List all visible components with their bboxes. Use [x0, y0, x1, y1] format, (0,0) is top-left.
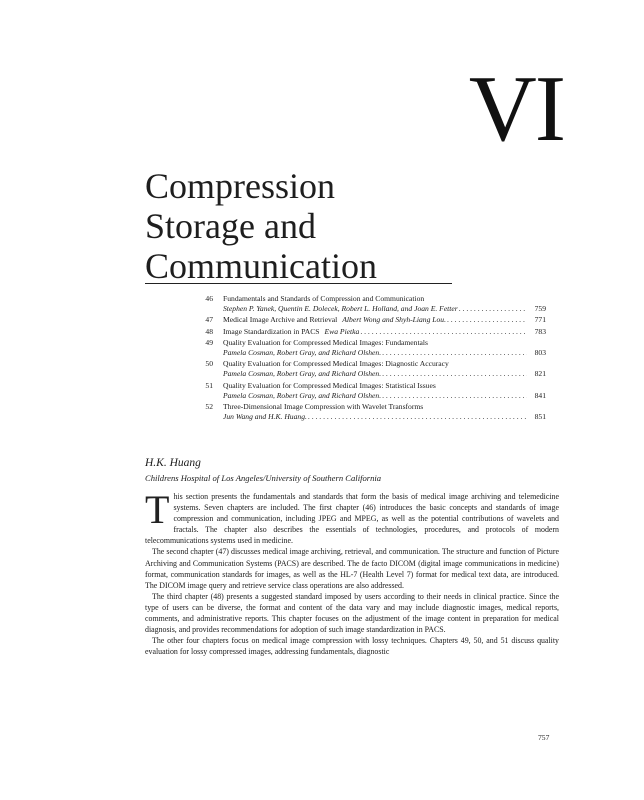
toc-entry[interactable] [199, 294, 546, 314]
part-title-line: Communication [145, 246, 377, 286]
paragraph: The third chapter (48) presents a suggested standard imposed by users according to their needs in clinical practice. Since the type of users can be diverse, the format and content of the data vary and may include diagnostic images, medical reports, comments, and administrative reports. This chapter focuses on the adjustment of the image content in preparation for medical diagnosis, and provides recommendations for adoption of such image standardization in PACS. [145, 591, 559, 635]
toc-chapter-authors: Pamela Cosman, Robert Gray, and Richard Olshen. [223, 348, 382, 358]
toc-entry[interactable] [199, 327, 546, 337]
toc-chapter-authors: Ewa Pietka [324, 326, 360, 336]
toc-page-number: 783 [534, 326, 546, 336]
toc-chapter-number: 46 [205, 294, 213, 303]
paragraph: The second chapter (47) discusses medical image archiving, retrieval, and communication. The structure and function of Picture Archiving and Communication Systems (PACS) are described. The de facto DICOM (digital image communications in medicine) format, communication standards for images, as well as the HL-7 (Health Level 7) format for medical text data, are introduced. The DICOM image query and retrieve service class operations are also addressed. [145, 547, 559, 590]
title-rule [145, 283, 452, 284]
toc-chapter-authors: Albert Wong and Shyh-Liang Lou. [342, 315, 446, 325]
toc-chapter-authors: Pamela Cosman, Robert Gray, and Richard Olshen. [223, 390, 382, 400]
toc-page-number: 851 [534, 412, 546, 422]
page-number: 757 [538, 733, 550, 742]
toc-leader-dots [382, 391, 527, 401]
toc-entry[interactable] [199, 359, 546, 379]
toc-entry[interactable] [199, 338, 546, 358]
toc-chapter-number: 47 [205, 315, 213, 325]
toc-chapter-title: Medical Image Archive and Retrieval [223, 315, 338, 325]
toc-leader-dots [447, 315, 527, 325]
part-title [145, 166, 475, 286]
toc-page-number: 841 [534, 390, 546, 400]
toc-chapter-title: Three-Dimensional Image Compression with Wavelet Transforms [223, 402, 424, 412]
toc-chapter-number: 51 [205, 380, 213, 390]
toc-chapter-title: Fundamentals and Standards of Compression and Communication [223, 294, 425, 303]
toc-chapter-number: 52 [205, 402, 213, 412]
toc-chapter-number: 48 [205, 326, 213, 336]
toc-chapter-authors: Pamela Cosman, Robert Gray, and Richard Olshen. [223, 369, 382, 379]
toc-page-number: 759 [534, 304, 546, 314]
paragraph-text: his section presents the fundamentals and standards that form the basis of medical image archiving and telemedicine systems. Seven chapters are included. The first chapter (46) introduces the basic concepts and standards of image compression and communication, including JPEG and MPEG, as well as the potential contributions of wavelets and fractals. The chapter also describes the essentials of technologies, procedures, and protocols of modern telecommunications systems used in medicine. [145, 492, 559, 546]
paragraph [145, 487, 559, 546]
toc-chapter-authors: Stephen P. Yanek, Quentin E. Dolecek, Robert L. Holland, and Joan E. Fetter [223, 304, 458, 314]
toc-leader-dots [382, 348, 527, 358]
paragraph: The other four chapters focus on medical image compression with lossy techniques. Chapters 49, 50, and 51 discuss quality evaluation for lossy compressed images, addressing fundamentals, diagnostic [145, 636, 559, 657]
toc-page-number: 771 [534, 315, 546, 325]
toc-chapter-title: Quality Evaluation for Compressed Medical Images: Diagnostic Accuracy [223, 359, 449, 369]
toc-page-number: 803 [534, 348, 546, 358]
toc-entry[interactable] [199, 381, 546, 401]
toc-page-number: 821 [534, 369, 546, 379]
part-number: VI [468, 57, 564, 161]
author-affiliation: Childrens Hospital of Los Angeles/University of Southern California [145, 473, 382, 483]
part-title-line: Storage and [145, 206, 316, 246]
toc-chapter-number: 50 [205, 359, 213, 369]
toc-leader-dots [308, 412, 527, 422]
toc-leader-dots [382, 369, 527, 379]
table-of-contents [199, 294, 546, 423]
toc-leader-dots [459, 304, 527, 314]
toc-leader-dots [360, 327, 527, 337]
toc-chapter-authors: Jun Wang and H.K. Huang. [223, 412, 307, 422]
toc-entry[interactable] [199, 315, 546, 325]
toc-chapter-title: Quality Evaluation for Compressed Medical Images: Fundamentals [223, 337, 428, 347]
toc-chapter-title: Image Standardization in PACS [223, 326, 320, 336]
toc-entry[interactable] [199, 402, 546, 422]
toc-chapter-number: 49 [205, 337, 213, 347]
drop-cap: T [145, 487, 170, 532]
part-title-line: Compression [145, 166, 336, 206]
author-name: H.K. Huang [145, 457, 201, 469]
toc-chapter-title: Quality Evaluation for Compressed Medical Images: Statistical Issues [223, 380, 436, 390]
introduction-body [145, 487, 559, 657]
